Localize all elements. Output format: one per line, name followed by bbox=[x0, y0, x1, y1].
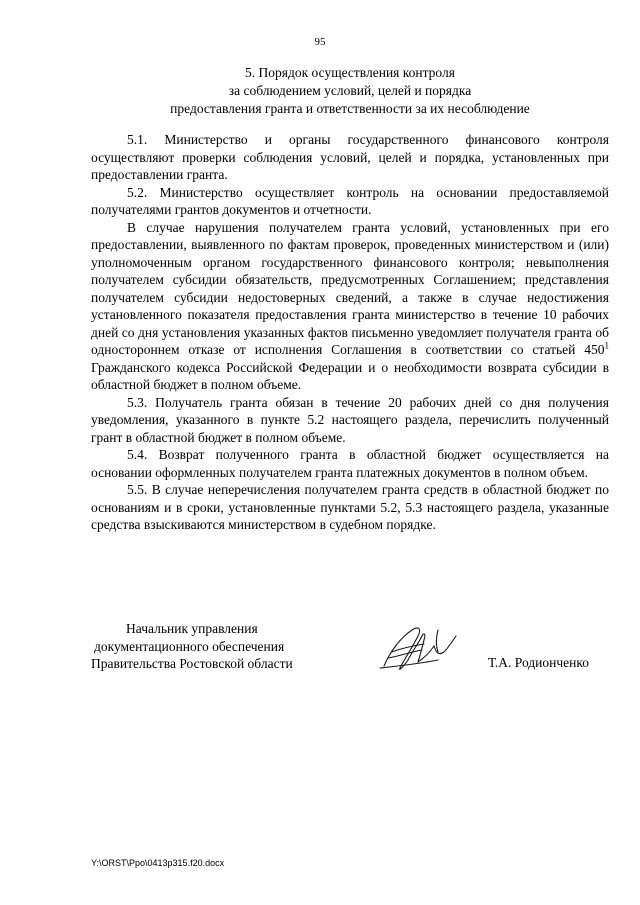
article-superscript: 1 bbox=[604, 340, 609, 351]
paragraph-violation bbox=[91, 219, 609, 394]
page-number: 95 bbox=[314, 36, 326, 48]
paragraph-5-2: 5.2. Министерство осуществляет контроль на основании предоставляемой получателями грантов документов и отчетности. bbox=[91, 184, 609, 217]
signatory-title-line-1: Начальник управления bbox=[126, 621, 258, 636]
body-text bbox=[91, 131, 609, 534]
signatory-name: Т.А. Родионченко bbox=[488, 655, 589, 670]
paragraph-5-5: 5.5. В случае неперечисления получателем гранта средств в областной бюджет по основаниям и в сроки, установленные пунктами 5.2, 5.3 настоящего раздела, указанные средства взыскиваются министерством в судебном порядке. bbox=[91, 482, 609, 532]
heading-line-1: 5. Порядок осуществления контроля bbox=[245, 65, 455, 80]
signatory-title-line-3: Правительства Ростовской области bbox=[91, 656, 293, 671]
signatory-title-line-2: документационного обеспечения bbox=[94, 638, 285, 654]
paragraph-5-4: 5.4. Возврат полученного гранта в областной бюджет осуществляется на основании оформленных получателем гранта платежных документов в полном объем. bbox=[91, 447, 609, 480]
file-path: Y:\ORST\Ppo\0413p315.f20.docx bbox=[91, 858, 225, 868]
section-heading bbox=[120, 64, 580, 118]
paragraph-violation-text: В случае нарушения получателем гранта условий, установленных при его предоставлении, выявленного по фактам проверок, проведенных министерством и (или) уполномоченным органом государственного финансового контроля; невыполнения получателем субсидии обязательств, предусмотренных Соглашением; представления получателем субсидии недостоверных сведений, а также в случае недостижения установленного показателя предоставления гранта министерство в течение 10 рабочих дней со дня установления указанных фактов письменно уведомляет получателя гранта об одностороннем отказе от исполнения Соглашения в соответствии со статьей 450 bbox=[91, 219, 609, 357]
paragraph-5-3: 5.3. Получатель гранта обязан в течение 20 рабочих дней со дня получения уведомления, указанного в пункте 5.2 настоящего раздела, перечислить полученный грант в областной бюджет в полном объеме. bbox=[91, 394, 609, 445]
heading-line-2: за соблюдением условий, целей и порядка bbox=[228, 83, 472, 98]
signatory-title bbox=[91, 620, 293, 673]
handwritten-signature bbox=[378, 622, 466, 674]
paragraph-5-1: 5.1. Министерство и органы государственного финансового контроля осуществляют проверки соблюдения условий, целей и порядка, установленных при предоставлении гранта. bbox=[91, 132, 609, 182]
heading-line-3: предоставления гранта и ответственности за их несоблюдение bbox=[170, 101, 530, 116]
paragraph-violation-text-end: Гражданского кодекса Российской Федерации и о необходимости возврата субсидии в областной бюджет в полном объеме. bbox=[91, 359, 609, 392]
